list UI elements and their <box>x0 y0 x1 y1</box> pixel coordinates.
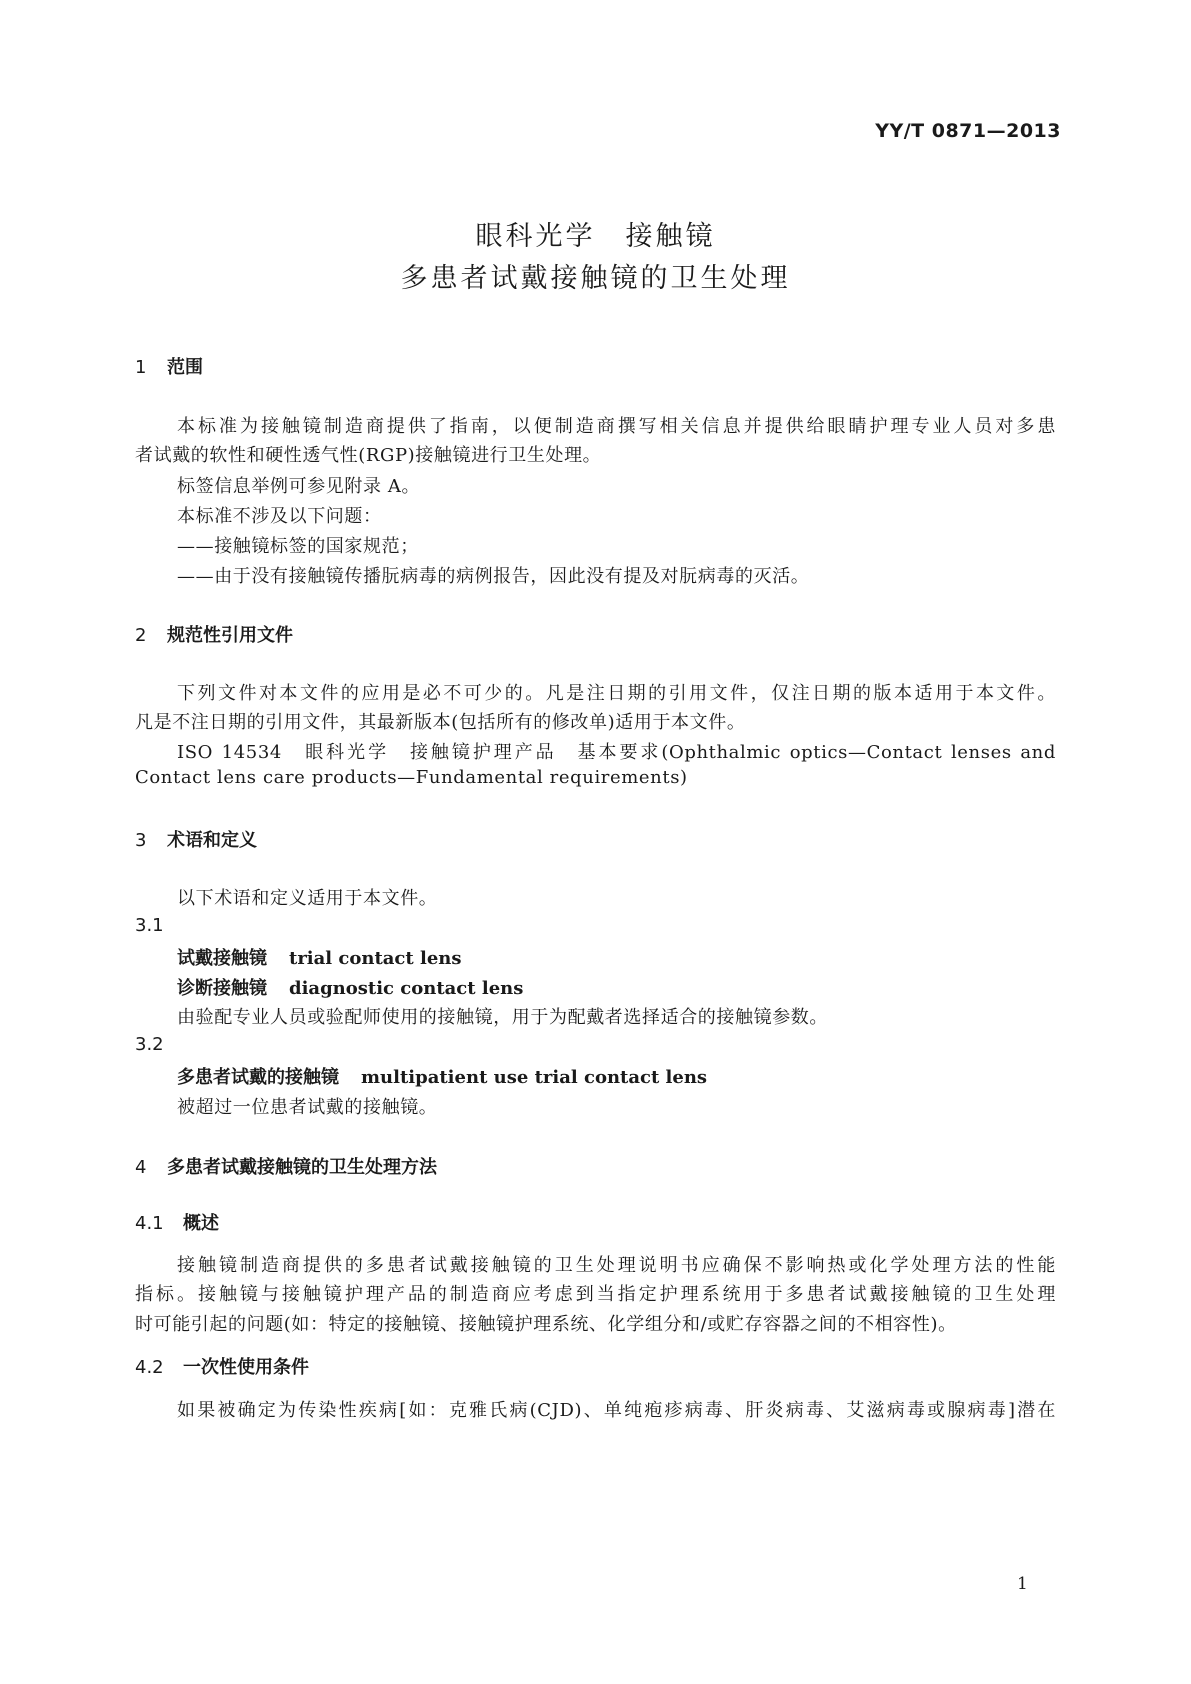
section-title: 术语和定义 <box>167 830 257 851</box>
term-chinese: 试戴接触镜 <box>177 948 267 969</box>
subsection-4-1-heading <box>135 1209 219 1235</box>
paragraph: 下列文件对本文件的应用是必不可少的。凡是注日期的引用文件，仅注日期的版本适用于本文件。 <box>177 683 1056 704</box>
section-number: 3 <box>135 830 147 851</box>
paragraph: 接触镜制造商提供的多患者试戴接触镜的卫生处理说明书应确保不影响热或化学处理方法的性能 <box>177 1255 1056 1276</box>
document-title-line2: 多患者试戴接触镜的卫生处理 <box>400 263 791 294</box>
subsection-title: 概述 <box>183 1213 219 1234</box>
list-item: ——由于没有接触镜传播朊病毒的病例报告，因此没有提及对朊病毒的灭活。 <box>177 566 810 587</box>
term-number: 3.1 <box>135 915 164 936</box>
term-english: trial contact lens <box>289 948 462 969</box>
term-entry <box>177 1063 707 1089</box>
document-title-line1: 眼科光学 接触镜 <box>475 221 716 252</box>
section-title: 规范性引用文件 <box>167 625 293 646</box>
term-definition: 被超过一位患者试戴的接触镜。 <box>177 1097 438 1118</box>
subsection-number: 4.2 <box>135 1357 164 1378</box>
subsection-number: 4.1 <box>135 1213 164 1234</box>
normative-reference: Contact lens care products—Fundamental requirements) <box>135 767 688 788</box>
term-number: 3.2 <box>135 1034 164 1055</box>
paragraph: 本标准为接触镜制造商提供了指南，以便制造商撰写相关信息并提供给眼睛护理专业人员对多患 <box>177 416 1056 437</box>
paragraph: 本标准不涉及以下问题： <box>177 506 382 527</box>
section-title: 范围 <box>167 357 203 378</box>
paragraph: 凡是不注日期的引用文件，其最新版本(包括所有的修改单)适用于本文件。 <box>135 712 746 733</box>
term-chinese: 多患者试戴的接触镜 <box>177 1067 339 1088</box>
standard-number: YY/T 0871—2013 <box>875 120 1061 142</box>
section-number: 1 <box>135 357 147 378</box>
paragraph: 以下术语和定义适用于本文件。 <box>177 888 438 909</box>
term-definition: 由验配专业人员或验配师使用的接触镜，用于为配戴者选择适合的接触镜参数。 <box>177 1007 828 1028</box>
section-4-heading <box>135 1153 437 1179</box>
paragraph: 指标。接触镜与接触镜护理产品的制造商应考虑到当指定护理系统用于多患者试戴接触镜的卫生处理 <box>135 1284 1056 1305</box>
normative-reference: ISO 14534 眼科光学 接触镜护理产品 基本要求(Ophthalmic optics—Contact lenses and <box>177 742 1056 763</box>
term-entry-admitted <box>177 974 523 1000</box>
term-english: diagnostic contact lens <box>289 978 524 999</box>
section-3-heading <box>135 826 257 852</box>
term-entry <box>177 944 462 970</box>
paragraph: 如果被确定为传染性疾病[如：克雅氏病(CJD)、单纯疱疹病毒、肝炎病毒、艾滋病毒或腺病毒]潜在 <box>177 1400 1056 1421</box>
paragraph: 标签信息举例可参见附录 A。 <box>177 476 421 497</box>
section-title: 多患者试戴接触镜的卫生处理方法 <box>167 1157 437 1178</box>
subsection-4-2-heading <box>135 1353 309 1379</box>
section-number: 2 <box>135 625 147 646</box>
term-english: multipatient use trial contact lens <box>361 1067 708 1088</box>
list-item: ——接触镜标签的国家规范； <box>177 536 419 557</box>
subsection-title: 一次性使用条件 <box>183 1357 309 1378</box>
section-2-heading <box>135 621 293 647</box>
term-chinese: 诊断接触镜 <box>177 978 267 999</box>
section-number: 4 <box>135 1157 147 1178</box>
section-1-heading <box>135 353 203 379</box>
paragraph: 者试戴的软性和硬性透气性(RGP)接触镜进行卫生处理。 <box>135 445 602 466</box>
page-number: 1 <box>1017 1574 1028 1594</box>
paragraph: 时可能引起的问题(如：特定的接触镜、接触镜护理系统、化学组分和/或贮存容器之间的不相容性)。 <box>135 1314 957 1335</box>
